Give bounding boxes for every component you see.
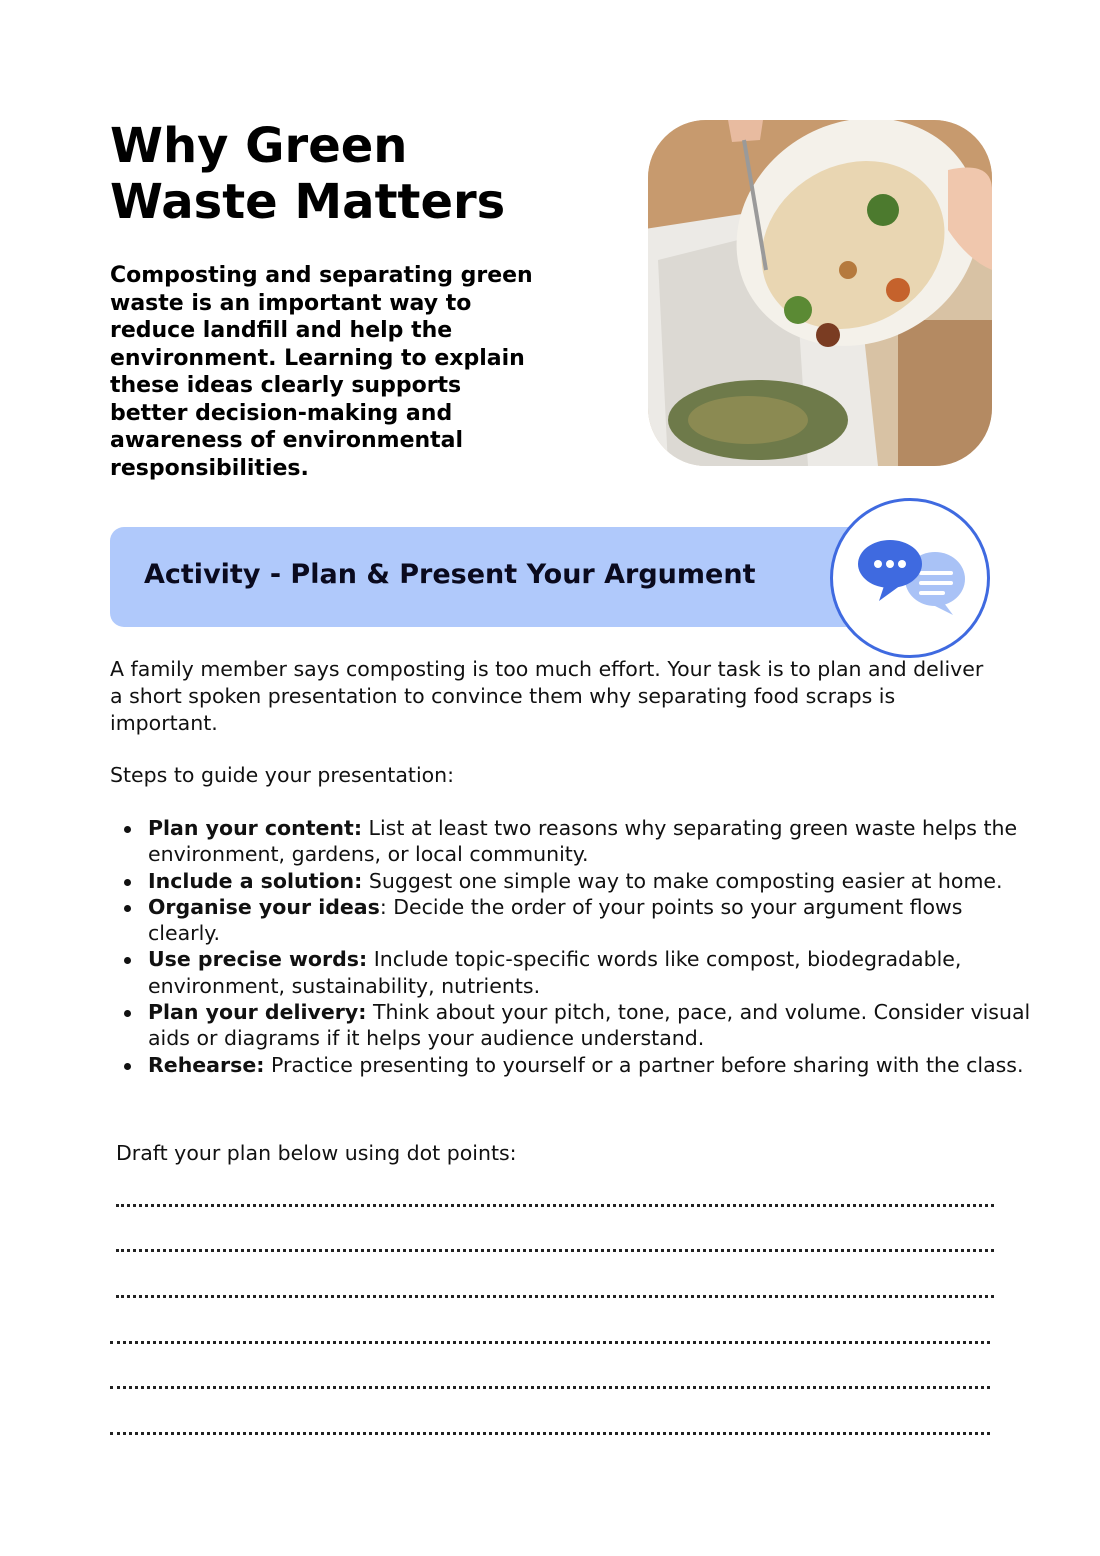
answer-line[interactable] [110, 1432, 990, 1435]
step-label: Rehearse: [148, 1052, 265, 1077]
step-plan-content [148, 815, 1038, 868]
step-text: Include topic-specific words like compost, biodegradable, environment, sustainability, nutrients. [148, 947, 962, 998]
answer-line[interactable] [110, 1341, 990, 1344]
draft-label: Draft your plan below using dot points: [116, 1141, 517, 1165]
step-text: Suggest one simple way to make composting easier at home. [362, 868, 1003, 893]
step-label: Organise your ideas [148, 894, 380, 919]
chat-bubbles-icon [833, 501, 987, 655]
step-label: Plan your delivery: [148, 1000, 367, 1025]
step-rehearse [148, 1052, 1038, 1078]
activity-title: Activity - Plan & Present Your Argument [144, 559, 756, 590]
step-plan-delivery [148, 999, 1038, 1052]
answer-line[interactable] [110, 1386, 990, 1389]
step-organise-ideas [148, 894, 1038, 947]
steps-list [110, 815, 1038, 1078]
step-text: List at least two reasons why separating green waste helps the environment, gardens, or local community. [148, 816, 1018, 867]
answer-line[interactable] [116, 1204, 994, 1207]
step-precise-words [148, 946, 1038, 999]
chat-badge [830, 498, 990, 658]
step-label: Use precise words: [148, 947, 368, 972]
step-text: : Decide the order of your points so your argument flows clearly. [148, 894, 963, 946]
step-text: Think about your pitch, tone, pace, and volume. Consider visual aids or diagrams if it helps your audience understand. [148, 1000, 1031, 1051]
step-label: Plan your content: [148, 816, 363, 840]
step-text: Practice presenting to yourself or a partner before sharing with the class. [264, 1052, 1024, 1077]
step-label: Include a solution: [148, 868, 363, 893]
page-title: Why Green Waste Matters [110, 118, 506, 230]
steps-label: Steps to guide your presentation: [110, 763, 455, 787]
answer-line[interactable] [116, 1249, 994, 1252]
answer-line[interactable] [116, 1295, 994, 1298]
task-description: A family member says composting is too much effort. Your task is to plan and deliver a short spoken presentation to convince them why separating food scraps is important. [110, 657, 984, 735]
activity-banner [110, 527, 890, 627]
intro-paragraph: Composting and separating green waste is an important way to reduce landfill and help the environment. Learning to explain these ideas clearly supports better decision-making and awareness of environmental responsibilities. [110, 263, 533, 481]
food-scraps-photo [648, 120, 992, 466]
step-include-solution [148, 868, 1038, 894]
